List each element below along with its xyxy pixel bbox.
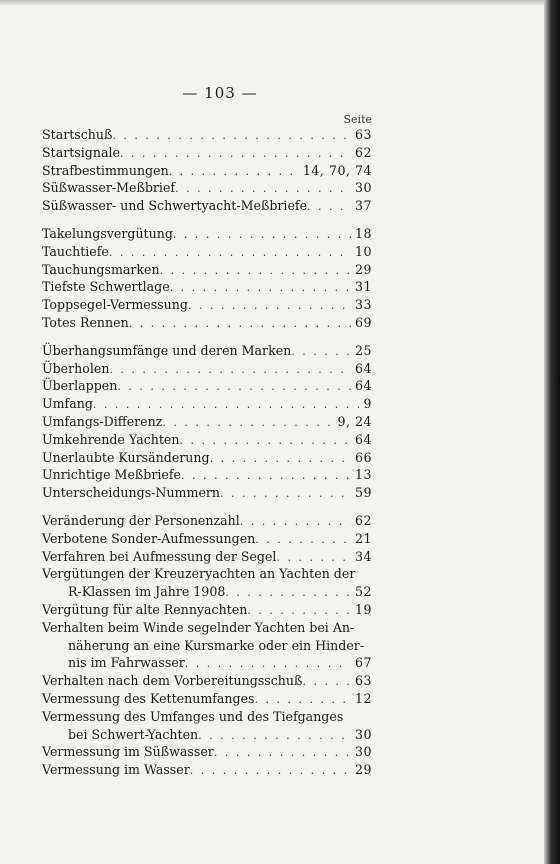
index-entry <box>42 261 372 279</box>
leader-dots <box>255 691 351 709</box>
index-entry-pages: 63 <box>354 127 372 142</box>
page-top-edge <box>0 0 560 6</box>
index-entry-label: Vermessung des Kettenumfanges <box>42 690 255 706</box>
index-entry <box>42 278 372 296</box>
index-entry <box>42 601 372 619</box>
index-entry <box>42 565 372 583</box>
index-entry-label: Takelungsvergütung <box>42 225 173 241</box>
index-entry-pages: 19 <box>354 601 372 617</box>
index-entry-pages: 10 <box>354 243 372 259</box>
index-entry-pages: 33 <box>354 297 372 313</box>
index-entry-pages: 69 <box>354 314 372 330</box>
index-entry <box>42 431 372 449</box>
index-entry-pages: 18 <box>354 225 372 241</box>
index-entry-label: Vermessung im Wasser <box>42 762 190 778</box>
index-entry-label: Verhalten nach dem Vorbereitungsschuß <box>42 673 303 689</box>
leader-dots <box>276 549 351 567</box>
index-entry <box>42 197 372 215</box>
index-entry <box>42 225 372 243</box>
index-entry <box>42 243 372 261</box>
index-entry-pages: 9 <box>363 396 372 412</box>
index-entry-label: Toppsegel-Vermessung <box>42 297 188 313</box>
leader-dots <box>255 531 351 549</box>
index-entry-pages: 21 <box>354 530 372 546</box>
index-entry-label: Tauchungsmarken <box>42 261 160 277</box>
leader-dots <box>190 762 351 780</box>
leader-dots <box>109 244 351 262</box>
leader-dots <box>112 127 351 145</box>
leader-dots <box>291 343 351 361</box>
index-entry-label: Vermessung des Umfanges und des Tiefganges <box>42 708 344 724</box>
index-entry <box>42 449 372 467</box>
index-entry-label: Vergütung für alte Rennyachten <box>42 601 248 617</box>
index-entry-label: nis im Fahrwasser <box>68 655 185 671</box>
index-entry <box>42 743 372 761</box>
leader-dots <box>170 279 351 297</box>
index-entry <box>42 314 372 332</box>
index-entry-label: R-Klassen im Jahre 1908 <box>68 584 226 600</box>
leader-dots <box>214 744 351 762</box>
index-entry-label: Unterscheidungs-Nummern <box>42 485 221 501</box>
page-column-label: Seite <box>343 113 372 126</box>
index-entry <box>42 637 372 655</box>
index-entry-label: Strafbestimmungen <box>42 162 169 178</box>
index-entry-pages: 30 <box>354 180 372 196</box>
leader-dots <box>160 262 351 280</box>
leader-dots <box>117 378 351 396</box>
leader-dots <box>180 432 351 450</box>
index-entry-label: Tiefste Schwertlage <box>42 279 170 295</box>
leader-dots <box>185 655 351 673</box>
leader-dots <box>175 180 351 198</box>
index-entry <box>42 360 372 378</box>
index-entry-label: Süßwasser- und Schwertyacht-Meßbriefe <box>42 198 308 214</box>
index-entry-label: Umfang <box>42 396 93 412</box>
index-entry <box>42 690 372 708</box>
index-entry-pages: 30 <box>354 726 372 742</box>
leader-dots <box>198 727 351 745</box>
index-entry-pages: 66 <box>354 449 372 465</box>
index-entry-label: Unrichtige Meßbriefe <box>42 467 181 483</box>
index-entry <box>42 413 372 431</box>
index-entry-pages: 14, 70, 74 <box>302 162 372 178</box>
index-entry <box>42 761 372 779</box>
index-entry-label: Vermessung im Süßwasser <box>42 744 214 760</box>
page-number: — 103 — <box>182 84 258 102</box>
index-entry <box>42 548 372 566</box>
index-entry-label: Vergütungen der Kreuzeryachten an Yachten der <box>42 566 356 582</box>
leader-dots <box>220 485 351 503</box>
leader-dots <box>169 163 299 181</box>
index-entry-label: näherung an eine Kursmarke oder ein Hinder- <box>68 637 365 653</box>
book-spine-shadow <box>544 0 560 864</box>
index-entry-label: Veränderung der Personenzahl <box>42 512 240 528</box>
leader-dots <box>93 396 360 414</box>
index-entry-label: bei Schwert-Yachten <box>68 726 199 742</box>
index-entry <box>42 530 372 548</box>
index-entry-pages: 30 <box>354 744 372 760</box>
leader-dots <box>181 467 351 485</box>
index-entry <box>42 342 372 360</box>
index-entry-pages: 62 <box>354 144 372 160</box>
index-entry <box>42 466 372 484</box>
index-entry <box>42 726 372 744</box>
index-entry-pages: 52 <box>354 584 372 600</box>
index-entry-label: Tauchtiefe <box>42 243 109 259</box>
index-entry-pages: 12 <box>354 690 372 706</box>
index-entry <box>42 654 372 672</box>
index-entry-pages: 37 <box>354 198 372 214</box>
index-entry-pages: 13 <box>354 467 372 483</box>
index-entry-pages: 9, 24 <box>337 413 372 429</box>
leader-dots <box>162 414 333 432</box>
index-entry-pages: 67 <box>354 655 372 671</box>
index-entry-label: Überhangsumfänge und deren Marken <box>42 342 292 358</box>
leader-dots <box>120 145 351 163</box>
index-entry <box>42 708 372 726</box>
index-entry-pages: 63 <box>354 673 372 689</box>
leader-dots <box>225 584 351 602</box>
index-entry-pages: 31 <box>354 279 372 295</box>
leader-dots <box>109 361 351 379</box>
index-list <box>42 126 372 779</box>
index-entry-pages: 29 <box>354 762 372 778</box>
index-entry <box>42 377 372 395</box>
index-entry-pages: 64 <box>354 378 372 394</box>
index-entry-pages: 64 <box>354 360 372 376</box>
index-entry <box>42 296 372 314</box>
index-entry-pages: 25 <box>354 342 372 358</box>
index-entry-label: Umfangs-Differenz <box>42 413 163 429</box>
index-entry-label: Startschuß <box>42 127 113 142</box>
leader-dots <box>247 602 351 620</box>
leader-dots <box>129 315 351 333</box>
index-entry-label: Startsignale <box>42 144 120 160</box>
leader-dots <box>302 673 351 691</box>
index-entry-label: Totes Rennen <box>42 314 129 330</box>
index-entry-label: Überholen <box>42 360 110 376</box>
index-entry <box>42 484 372 502</box>
index-entry <box>42 512 372 530</box>
index-entry <box>42 672 372 690</box>
index-entry-pages: 34 <box>354 548 372 564</box>
index-entry <box>42 162 372 180</box>
index-entry <box>42 583 372 601</box>
index-entry-pages: 59 <box>354 485 372 501</box>
leader-dots <box>188 297 351 315</box>
index-entry <box>42 395 372 413</box>
index-entry-label: Umkehrende Yachten <box>42 431 180 447</box>
index-entry <box>42 179 372 197</box>
leader-dots <box>210 450 351 468</box>
index-entry-label: Verhalten beim Winde segelnder Yachten bei An- <box>42 619 355 635</box>
index-entry-pages: 29 <box>354 261 372 277</box>
index-entry-label: Verfahren bei Aufmessung der Segel <box>42 548 277 564</box>
index-entry-pages: 62 <box>354 512 372 528</box>
index-entry-label: Verbotene Sonder-Aufmessungen <box>42 530 256 546</box>
leader-dots <box>173 226 351 244</box>
index-entry-label: Unerlaubte Kursänderung <box>42 449 210 465</box>
index-entry <box>42 126 372 144</box>
index-entry-pages: 64 <box>354 431 372 447</box>
leader-dots <box>307 198 351 216</box>
leader-dots <box>240 513 351 531</box>
index-entry <box>42 619 372 637</box>
index-entry-label: Überlappen <box>42 378 118 394</box>
index-entry <box>42 144 372 162</box>
index-entry-label: Süßwasser-Meßbrief <box>42 180 176 196</box>
